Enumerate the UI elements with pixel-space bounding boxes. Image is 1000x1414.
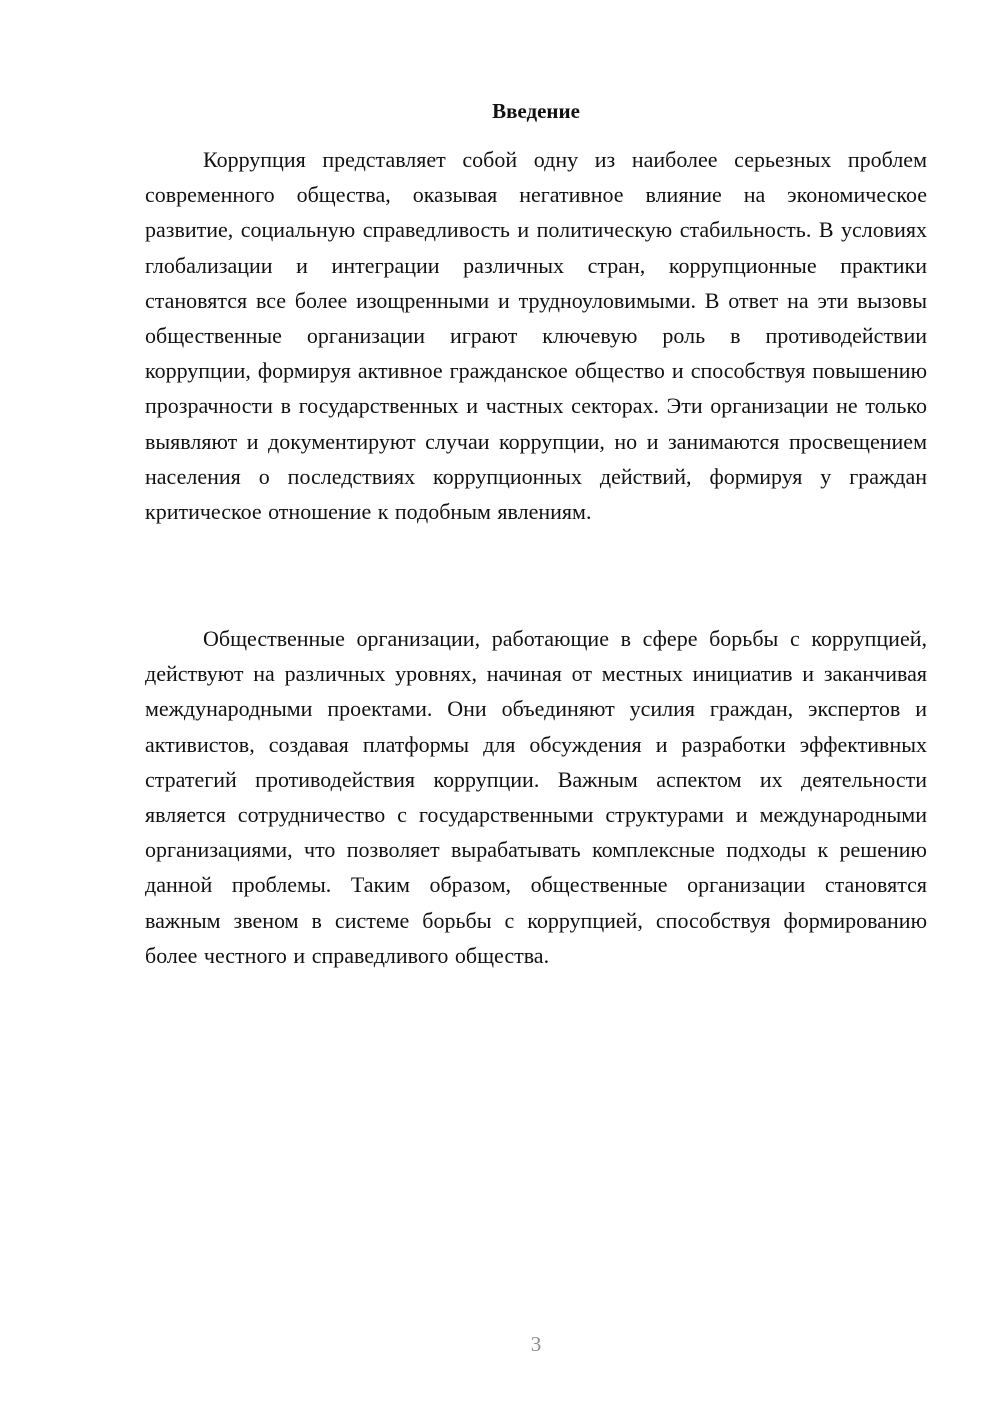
paragraph-introduction-1: Коррупция представляет собой одну из наиболее серьезных проблем современного общества, оказывая негативное влияние на экономическое развитие, социальную справедливость и политическую стабильность. В условиях глобализации и интеграции различных стран, коррупционные практики становятся все более изощренными и трудноуловимыми. В ответ на эти вызовы общественные организации играют ключевую роль в противодействии коррупции, формируя активное гражданское общество и способствуя повышению прозрачности в государственных и частных секторах. Эти организации не только выявляют и документируют случаи коррупции, но и занимаются просвещением населения о последствиях коррупционных действий, формируя у граждан критическое отношение к подобным явлениям. — [145, 147, 927, 525]
paragraph-introduction-2: Общественные организации, работающие в сфере борьбы с коррупцией, действуют на различных уровнях, начиная от местных инициатив и заканчивая международными проектами. Они объединяют усилия граждан, экспертов и активистов, создавая платформы для обсуждения и разработки эффективных стратегий противодействия коррупции. Важным аспектом их деятельности является сотрудничество с государственными структурами и международными организациями, что позволяет вырабатывать комплексные подходы к решению данной проблемы. Таким образом, общественные организации становятся важным звеном в системе борьбы с коррупцией, способствуя формированию более честного и справедливого общества. — [145, 626, 927, 968]
page-number: 3 — [530, 1332, 542, 1356]
section-title: Введение — [492, 99, 580, 123]
